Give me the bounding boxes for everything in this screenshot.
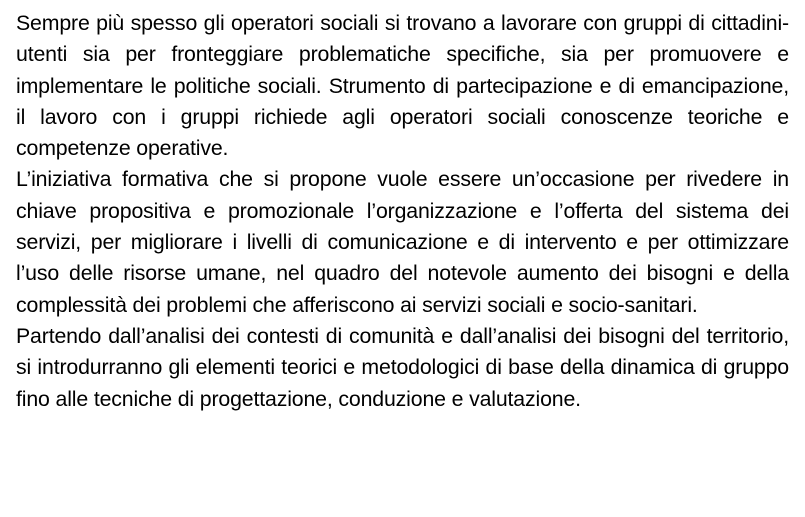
paragraph-introduction: Sempre più spesso gli operatori sociali si trovano a lavorare con gruppi di cittadini-utenti sia per fronteggiare problematiche specifiche, sia per promuovere e implementare le politiche sociali. Strumento di partecipazione e di emancipazione, il lavoro con i gruppi richiede agli operatori sociali conoscenze teoriche e competenze operative. [16, 11, 789, 161]
paragraph-methodology: Partendo dall’analisi dei contesti di comunità e dall’analisi dei bisogni del territorio, si introdurranno gli elementi teorici e metodologici di base della dinamica di gruppo fino alle tecniche di progettazione, conduzione e valutazione. [16, 323, 789, 411]
paragraph-training-initiative: L’iniziativa formativa che si propone vuole essere un’occasione per rivedere in chiave propositiva e promozionale l’organizzazione e l’offerta del sistema dei servizi, per migliorare i livelli di comunicazione e di intervento e per ottimizzare l’uso delle risorse umane, nel quadro del notevole aumento dei bisogni e della complessità dei problemi che afferiscono ai servizi sociali e socio-sanitari. [16, 167, 789, 317]
